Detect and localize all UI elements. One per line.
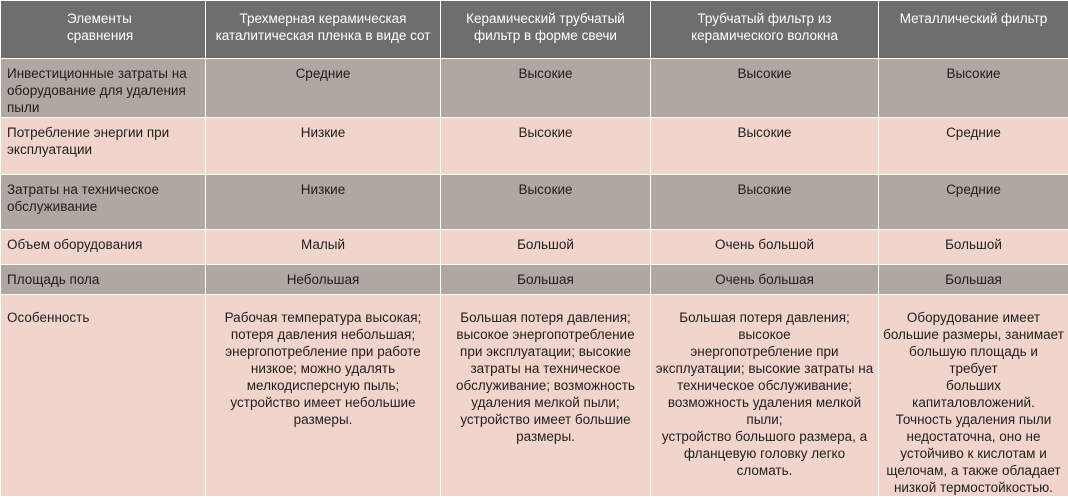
row-label: Объем оборудования (1, 230, 206, 265)
table-cell: Очень большая (651, 265, 879, 295)
table-cell: Высокие (879, 59, 1068, 118)
feature-cell: Большая потеря давления; высокое энергопотребление при эксплуатации; высокие затраты на техническое обслуживание; возможность удаления мелкой пыли; устройство имеет большие размеры. (441, 295, 651, 497)
header-ceramic-honeycomb: Трехмерная керамическая каталитическая пленка в виде сот (206, 1, 441, 59)
table-row (1, 59, 1068, 118)
table-cell: Большая (879, 265, 1068, 295)
table-row (1, 118, 1068, 175)
table-cell: Высокие (651, 118, 879, 175)
table-row (1, 230, 1068, 265)
table-cell: Высокие (651, 59, 879, 118)
table-cell: Большой (879, 230, 1068, 265)
table-cell: Низкие (206, 118, 441, 175)
table-cell: Очень большой (651, 230, 879, 265)
table-cell: Низкие (206, 175, 441, 230)
feature-cell: Рабочая температура высокая; потеря давления небольшая; энергопотребление при работе низкое; можно удалять мелкодисперсную пыль; устройство имеет небольшие размеры. (206, 295, 441, 497)
table-cell: Большая (441, 265, 651, 295)
table-row (1, 265, 1068, 295)
header-criteria: Элементы сравнения (1, 1, 206, 59)
table-cell: Средние (879, 175, 1068, 230)
feature-cell: Оборудование имеет большие размеры, занимает большую площадь и требует больших капиталовложений. Точность удаления пыли недостаточна, оно не устойчиво к кислотам и щелочам, а также обладает низкой термостойкостью. (879, 295, 1068, 497)
table-cell: Высокие (441, 118, 651, 175)
feature-cell: Большая потеря давления; высокое энергопотребление при эксплуатации; высокие затраты на техническое обслуживание; возможность удаления мелкой пыли; устройство большого размера, а фланцевую головку легко сломать. (651, 295, 879, 497)
table-cell: Малый (206, 230, 441, 265)
header-ceramic-fiber: Трубчатый фильтр из керамического волокна (651, 1, 879, 59)
feature-row (1, 295, 1068, 497)
table-cell: Небольшая (206, 265, 441, 295)
row-label: Площадь пола (1, 265, 206, 295)
table-cell: Высокие (441, 175, 651, 230)
row-label: Затраты на техническое обслуживание (1, 175, 206, 230)
table-cell: Высокие (441, 59, 651, 118)
header-metal-filter: Металлический фильтр (879, 1, 1068, 59)
table-row (1, 175, 1068, 230)
header-ceramic-candle: Керамический трубчатый фильтр в форме свечи (441, 1, 651, 59)
row-label: Особенность (1, 295, 206, 497)
table-cell: Высокие (651, 175, 879, 230)
table-cell: Средние (879, 118, 1068, 175)
header-row (1, 1, 1068, 59)
table-cell: Большой (441, 230, 651, 265)
row-label: Потребление энергии при эксплуатации (1, 118, 206, 175)
row-label: Инвестиционные затраты на оборудование для удаления пыли (1, 59, 206, 118)
table-cell: Средние (206, 59, 441, 118)
